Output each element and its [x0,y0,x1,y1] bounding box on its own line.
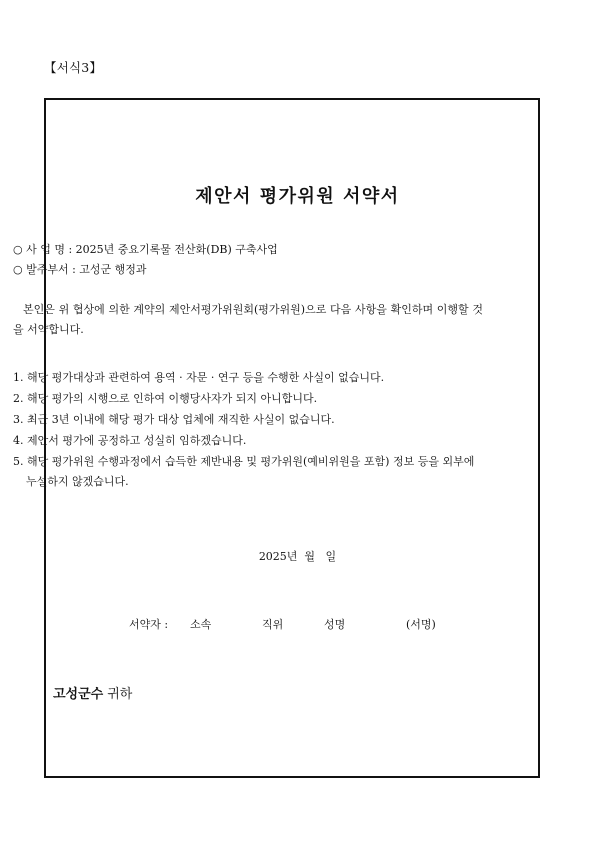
name-label: 성명 [324,618,346,631]
intro-paragraph: 본인은 위 협상에 의한 계약의 제안서평가위원회(평가위원)으로 다음 사항을 확인하며 이행할 것을 서약합니다. [13,303,483,336]
form-number-label: 【서식3】 [44,60,103,75]
addressee-name: 고성군수 [53,687,104,702]
signature-seal-label: (서명) [406,618,436,631]
pledge-item: 3. 최근 3년 이내에 해당 평가 대상 업체에 재직한 사실이 없습니다. [13,413,335,426]
addressee-honorific: 귀하 [107,687,133,702]
pledge-item: 2. 해당 평가의 시행으로 인하여 이행당사자가 되지 아니합니다. [13,392,318,405]
date-line: 2025년 월 일 [258,550,337,563]
signer-label: 서약자 : [129,618,172,631]
pledge-list [13,368,485,492]
affiliation-label: 소속 [190,618,212,631]
department-line: ○ 발주부서 : 고성군 행정과 [13,263,147,276]
addressee [53,687,132,703]
pledge-item: 5. 해당 평가위원 수행과정에서 습득한 제반내용 및 평가위원(예비위원을 포함) 정보 등을 외부에 누설하지 않겠습니다. [13,455,475,488]
project-name-line: ○ 사 업 명 : 2025년 중요기록물 전산화(DB) 구축사업 [13,243,278,256]
position-label: 직위 [262,618,284,631]
pledge-item: 4. 제안서 평가에 공정하고 성실히 임하겠습니다. [13,434,247,447]
pledge-item: 1. 해당 평가대상과 관련하여 용역 · 자문 · 연구 등을 수행한 사실이 없습니다. [13,371,385,384]
document-title: 제안서 평가위원 서약서 [195,186,400,207]
